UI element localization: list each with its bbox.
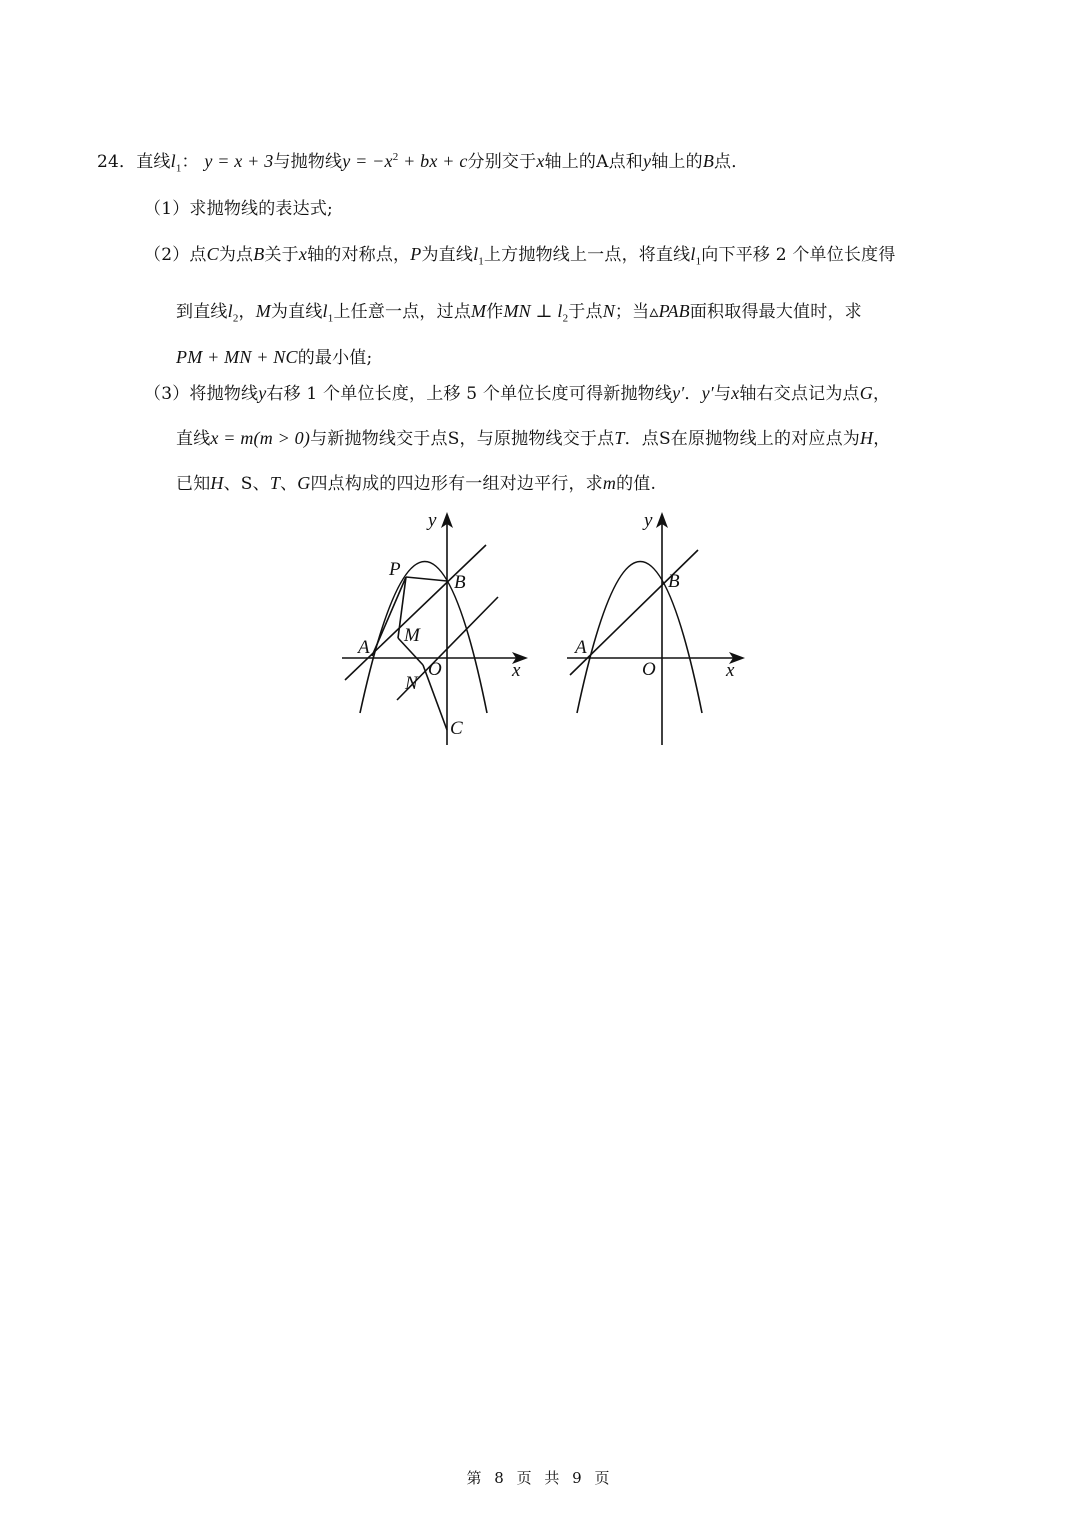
equation-parabola: $y = -x^2$ + bx + c	[342, 151, 468, 171]
part-2-line-2: 到直线$l_2$，M为直线$l_1$上任意一点，过点M作MN ⊥ $l_2$于点N；当▵PAB面积取得最大值时，求	[176, 301, 862, 325]
label-y: y	[428, 510, 437, 531]
label-a: A	[575, 637, 587, 658]
part-1: （1）求抛物线的表达式;	[144, 199, 333, 219]
label-a: A	[358, 637, 370, 658]
figure-left	[330, 505, 540, 750]
parabola	[360, 562, 487, 714]
page-footer: 第 8 页 共 9 页	[466, 1469, 614, 1487]
part-3-line-2: 直线x = m(m > 0)与新抛物线交于点S，与原抛物线交于点T．点S在原抛物线上的对应点为H，	[176, 428, 891, 449]
label-y: y	[644, 510, 653, 531]
label-p: P	[389, 559, 401, 580]
label-b: B	[668, 571, 680, 592]
label-o: O	[642, 659, 656, 680]
figure-right	[560, 505, 750, 750]
question-intro: 24．直线$l_1$： y = x + 3与抛物线$y = -x^2$ + bx + c分别交于x轴上的A点和y轴上的B点．	[97, 151, 749, 175]
line-l1	[570, 550, 698, 675]
part-2-line-1: （2）点C为点B关于x轴的对称点，P为直线$l_1$上方抛物线上一点，将直线$l_1$向下平移 2 个单位长度得	[144, 244, 896, 268]
segment-pb	[406, 577, 447, 581]
equation-line-l1: y = x + 3	[204, 151, 274, 171]
label-o: O	[428, 659, 442, 680]
label-x: x	[512, 660, 521, 681]
label-x: x	[726, 660, 735, 681]
part-2-line-3: PM + MN + NC的最小值;	[176, 347, 373, 368]
label-c: C	[450, 718, 463, 739]
label-n: N	[405, 673, 418, 694]
label-m: M	[404, 625, 420, 646]
parabola	[577, 562, 702, 714]
part-3-line-3: 已知H、S、T、G四点构成的四边形有一组对边平行，求m的值.	[176, 473, 657, 494]
label-b: B	[454, 572, 466, 593]
part-3-line-1: （3）将抛物线y右移 1 个单位长度，上移 5 个单位长度可得新抛物线y′．y′与x轴右交点记为点G，	[144, 383, 891, 404]
question-number: 24．	[97, 152, 137, 172]
